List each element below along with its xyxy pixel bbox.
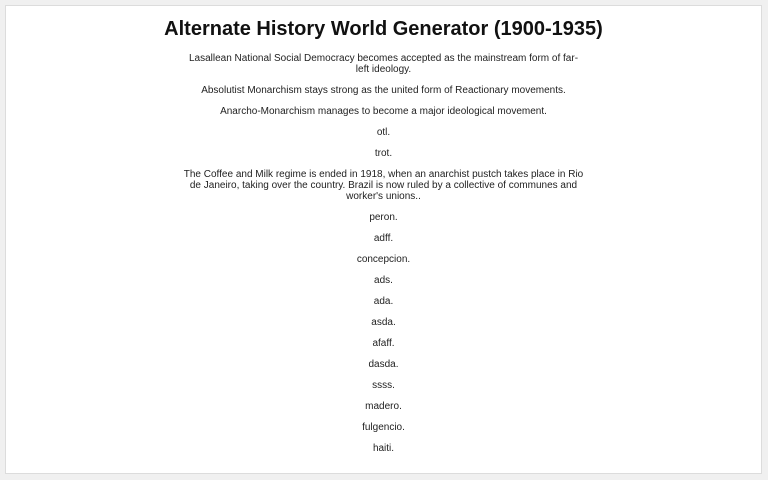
- event-item: peron.: [369, 212, 398, 223]
- event-item: Lasallean National Social Democracy becomes accepted as the mainstream form of far-left ideology.: [188, 53, 579, 75]
- generator-card: [5, 5, 762, 474]
- event-item: Anarcho-Monarchism manages to become a major ideological movement.: [220, 106, 547, 117]
- event-item: The Coffee and Milk regime is ended in 1918, when an anarchist pustch takes place in Rio de Janeiro, taking over the country. Brazil is now ruled by a collective of communes and worker's unions..: [183, 169, 584, 202]
- event-item: ada.: [373, 296, 394, 307]
- event-item: otl.: [376, 127, 391, 138]
- event-list: [6, 53, 761, 464]
- event-item: Absolutist Monarchism stays strong as the united form of Reactionary movements.: [201, 85, 566, 96]
- event-item: ads.: [374, 275, 393, 286]
- event-item: madero.: [365, 401, 402, 412]
- event-item: adff.: [373, 233, 394, 244]
- event-item: fulgencio.: [362, 422, 405, 433]
- event-item: haiti.: [372, 443, 395, 454]
- event-item: afaff.: [372, 338, 395, 349]
- event-item: trot.: [374, 148, 393, 159]
- event-item: asda.: [371, 317, 396, 328]
- event-item: concepcion.: [356, 254, 411, 265]
- page-title: Alternate History World Generator (1900-1935): [164, 18, 603, 40]
- event-item: dasda.: [368, 359, 399, 370]
- event-item: ssss.: [372, 380, 395, 391]
